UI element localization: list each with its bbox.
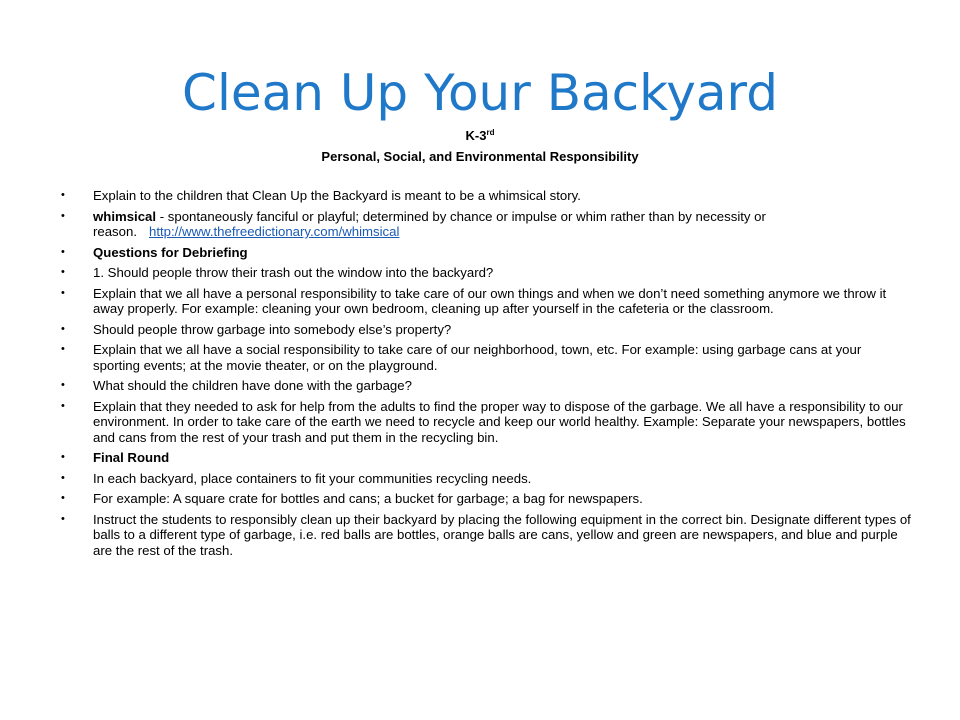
- bullet-icon: •: [61, 286, 65, 299]
- dictionary-link[interactable]: http://www.thefreedictionary.com/whimsical: [149, 224, 400, 239]
- bullet-icon: •: [61, 492, 65, 504]
- list-item: [61, 471, 911, 487]
- list-item: [61, 245, 911, 261]
- item-text: What should the children have done with the garbage?: [93, 378, 412, 393]
- bullet-icon: •: [61, 245, 65, 258]
- item-text: Explain that we all have a social responsibility to take care of our neighborhood, town, etc. For example: using garbage cans at your sporting events; at the movie theater, or on the playground.: [93, 342, 862, 373]
- definition-term: whimsical: [93, 208, 157, 224]
- section-heading: Questions for Debriefing: [93, 244, 248, 260]
- bullet-icon: •: [61, 471, 65, 484]
- bullet-icon: •: [61, 399, 65, 412]
- grade-level-text: K-3: [465, 128, 487, 143]
- bullet-list: [61, 188, 911, 563]
- list-item: [61, 491, 911, 507]
- bullet-icon: •: [61, 379, 65, 391]
- list-item: [61, 265, 911, 281]
- item-text: Explain to the children that Clean Up the Backyard is meant to be a whimsical story.: [93, 188, 581, 203]
- item-text: In each backyard, place containers to fit your communities recycling needs.: [93, 470, 532, 486]
- slide-title: Clean Up Your Backyard: [182, 64, 778, 122]
- list-item: [61, 322, 911, 338]
- list-item: [61, 342, 911, 373]
- list-item: [61, 450, 911, 466]
- bullet-icon: •: [61, 266, 65, 278]
- bullet-icon: •: [61, 512, 65, 525]
- item-text: For example: A square crate for bottles and cans; a bucket for garbage; a bag for newspapers.: [93, 491, 643, 506]
- item-text: Explain that we all have a personal responsibility to take care of our own things and when we don’t need something anymore we throw it away properly. For example: cleaning your own bedroom, cleaning up after yourself in the cafeteria or the classroom.: [93, 285, 887, 316]
- bullet-icon: •: [61, 451, 65, 463]
- slide-subtitle: Personal, Social, and Environmental Responsibility: [321, 149, 639, 164]
- bullet-icon: •: [61, 343, 65, 355]
- item-text: Explain that they needed to ask for help from the adults to find the proper way to dispose of the garbage. We all have a responsibility to our environment. In order to take care of the earth we need to recycle and keep our world healthy. Example: Separate your newspapers, bottles and cans from the rest of your trash and put them in the recycling bin.: [93, 398, 906, 445]
- list-item: [61, 378, 911, 394]
- list-item: [61, 286, 911, 317]
- definition-text: - spontaneously fanciful or playful; determined by chance or impulse or whim rather than by necessity or reason.: [93, 208, 766, 239]
- list-item: [61, 209, 911, 240]
- item-text: Instruct the students to responsibly clean up their backyard by placing the following equipment in the correct bin. Designate different types of balls to a different type of garbage, i.e. red balls are bottles, orange balls are cans, yellow and green are newspapers, and blue and purple are the rest of the trash.: [93, 511, 911, 558]
- bullet-icon: •: [61, 209, 65, 222]
- item-text: 1. Should people throw their trash out the window into the backyard?: [93, 265, 494, 280]
- grade-level: [0, 127, 960, 145]
- grade-level-superscript: rd: [486, 128, 495, 137]
- bullet-icon: •: [61, 322, 65, 335]
- item-text: Should people throw garbage into somebody else’s property?: [93, 321, 452, 337]
- list-item: [61, 188, 911, 204]
- list-item: [61, 512, 911, 559]
- list-item: [61, 399, 911, 446]
- bullet-icon: •: [61, 189, 65, 201]
- section-heading: Final Round: [93, 450, 170, 465]
